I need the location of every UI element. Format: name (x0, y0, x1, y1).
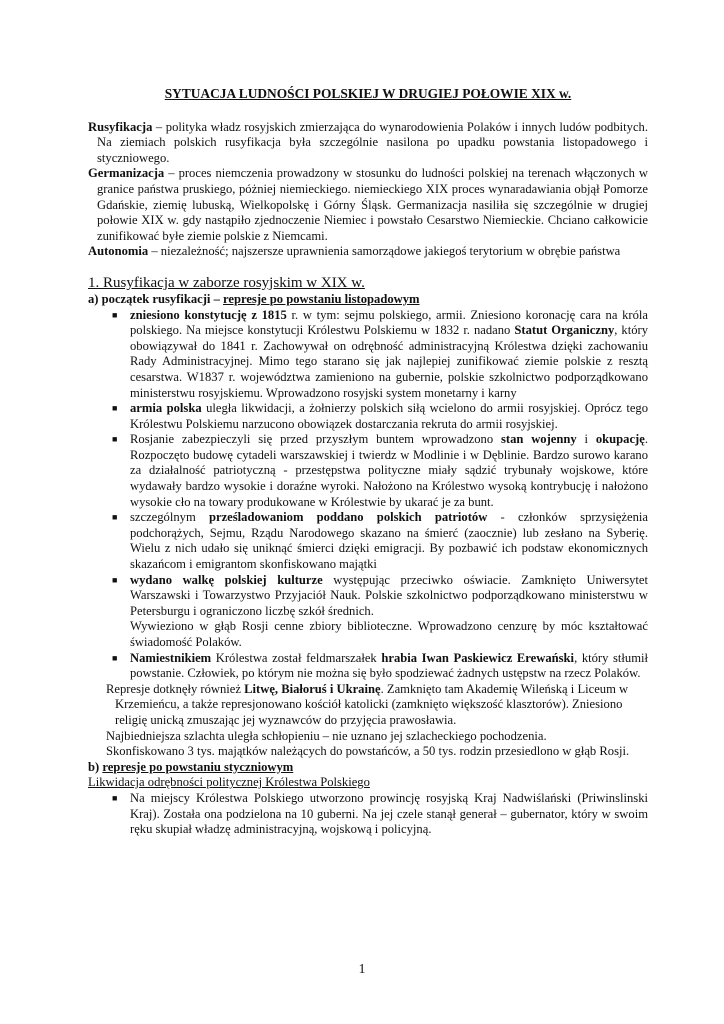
page-title: SYTUACJA LUDNOŚCI POLSKIEJ W DRUGIEJ POŁOWIE XIX w. (164, 86, 572, 101)
subsection-b-heading (88, 760, 648, 776)
subsection-a-label: a) początek rusyfikacji – (88, 291, 224, 306)
bullet-icon: ■ (112, 512, 118, 523)
subsection-b-line: Likwidacja odrębności politycznej Królestwa Polskiego (88, 775, 370, 790)
item-text: Na miejscy Królestwa Polskiego utworzono prowincję rosyjską Kraj Nadwiślański (Priwinslinski Kraj). Została ona podzielona na 10 guberni. Na jej czele stanął generał – gubernator, który w swoim ręku skupiał władzę administracyjną, wojskową i policyjną. (130, 790, 648, 837)
para-text: Najbiedniejsza szlachta uległa schłopieniu – nie uznano jej szlacheckiego pochodzenia. (106, 728, 547, 743)
definition-germanizacja (88, 166, 648, 244)
item-text: uległa likwidacji, a żołnierzy polskich siłą wcielono do armii rosyjskiej. Oprócz tego Królestwu Polskiemu narzucono obowiązek dostarczania rekruta do armii rosyjskiej. (130, 401, 648, 431)
definition-text: – proces niemczenia prowadzony w stosunku do ludności polskiej na terenach włączonych w granice państwa pruskiego, póżniej niemieckiego. niemieckiego XIX proces wynaradawiania objął Pomorze Gdańskie, ziemię lubuską, Wielkopolskę i Górny Śląsk. Germanizacja nasiliła się szczególnie w drugiej połowie XIX w. gdy nastąpiło zjednoczenie Niemiec i powstało Cesarstwo Niemieckie. Chciano całkowicie zunifikować byłe ziemie polskie z Niemcami. (97, 166, 648, 243)
definition-term: Rusyfikacja (88, 119, 153, 134)
item-text: - członków sprzysiężenia podchorążych, Sejmu, Rządu Narodowego skazano na śmierć (zaocznie) lub zesłano na Syberię. Wielu z nich udało się uniknąć śmierci dzięki emigracji. By pozbawić ich podstaw ekonomicznych skazańcom i emigrantom skonfiskowano majątki (130, 510, 648, 572)
item-text: występując przeciwko oświacie. Zamknięto Uniwersytet Warszawski i Towarzystwo Przyjaciół Nauk. Polskie szkolnictwo podporządkowano ministerstwu w Petersburgu i ograniczono liczbę szkół średnich. (130, 572, 648, 618)
item-bold: wydano walkę polskiej kulturze (130, 572, 323, 587)
item-bold: Namiestnikiem (130, 650, 212, 665)
list-item (88, 401, 648, 432)
list-item (88, 791, 648, 838)
bullet-icon: ■ (112, 434, 118, 445)
subsection-b-underlined: represje po powstaniu styczniowym (102, 759, 294, 774)
list-item (88, 510, 648, 572)
item-text: , który stłumił powstanie. Człowiek, po którym nie można się było spodziewać żadnych ustępstw na rzecz Polaków. (130, 650, 648, 681)
bullet-icon: ■ (112, 574, 118, 585)
subsection-a-underlined: represje po powstaniu listopadowym (223, 291, 420, 306)
item-bold: stan wojenny (500, 432, 577, 447)
bullet-icon: ■ (112, 309, 118, 320)
page-number: 1 (358, 962, 366, 977)
item-text-continued: Wywieziono w głąb Rosji cenne zbiory biblioteczne. Wprowadzono cenzurę by móc kształtować świadomość Polaków. (130, 619, 648, 649)
item-bold: Statut Organiczny (514, 323, 615, 338)
definition-text: – polityka władz rosyjskich zmierzająca do wynarodowienia Polaków i innych ludów podbitych. Na ziemiach polskich rusyfikacja była szczególnie nasilona po upadku powstania listopadowego i styczniowego. (97, 119, 648, 165)
definition-autonomia (88, 244, 648, 260)
item-text: i (576, 432, 596, 447)
bullet-icon: ■ (112, 403, 118, 414)
bullet-icon: ■ (112, 792, 118, 803)
list-item (88, 432, 648, 510)
item-text: Królestwa został feldmarszałek (211, 650, 382, 665)
subsection-b-label: b) (88, 759, 103, 774)
item-bold: hrabia Iwan Paskiewicz Erewański (381, 650, 575, 665)
definition-term: Germanizacja (88, 166, 165, 181)
para-text: Represje dotknęły również (106, 681, 245, 696)
list-a (88, 308, 648, 682)
para-text: Skonfiskowano 3 tys. majątków należących do powstańców, a 50 tys. rodzin przesiedlono w głąb Rosji. (106, 744, 630, 759)
list-b (88, 791, 648, 838)
item-bold: armia polska (130, 401, 202, 416)
item-bold: zniesiono konstytucję z 1815 (130, 307, 287, 322)
item-text: , który obowiązywał do 1841 r. Zachowywał on odrębność administracyjną Królestwa dzięki zachowaniu Rady Administracyjnej. Mimo tego starano się jak najlepiej zunifikować ziemie polskie z resztą cesarstwa. W1837 r. województwa zamieniono na gubernie, polskie szkolnictwo podporządkowano ministerstwu rosyjskiemu. Wprowadzono rosyjski system monetarny i karny (130, 323, 649, 400)
list-item (88, 308, 648, 402)
bullet-icon: ■ (112, 652, 118, 663)
item-text: r. w tym: sejmu polskiego, armii. Zniesiono koronację cara na króla polskiego. Na miejsce konstytucji Królestwu Polskiemu w 1832 r. nadano (130, 307, 649, 338)
para-bold: Litwę, Białoruś i Ukrainę (244, 681, 381, 696)
list-item (88, 573, 648, 651)
item-text: szczególnym (130, 510, 209, 525)
item-bold: okupację (595, 432, 645, 447)
item-bold: prześladowaniom poddano polskich patriotów (208, 510, 488, 525)
para-text: . Zamknięto tam Akademię Wileńską i Liceum w Krzemieńcu, a także represjonowano kościół katolicki (zamknięto większość klasztorów). Zniesiono religię unicką zmuszając jej wyznawców do przyjęcia prawosławia. (115, 681, 629, 727)
definition-rusyfikacja (88, 120, 648, 167)
list-item (88, 651, 648, 682)
represje-paragraph (88, 682, 648, 760)
item-text: . Rozpoczęto budowę cytadeli warszawskiej i twierdz w Modlinie i w Dęblinie. Bardzo surowo karano za działalność patriotyczną - przestępstwa polityczne miały sądzić trybunały wojskowe, które wydawały bardzo wysokie i doraźne wyroki. Nałożono na Królestwo wysoką kontrybucję i nałożono wysokie cło na towary produkowane w Królestwie by ukarać je za bunt. (130, 432, 648, 509)
definition-text: – niezależność; najszersze uprawnienia samorządowe jakiegoś terytorium w obrębie państwa (148, 244, 621, 259)
item-text: Rosjanie zabezpieczyli się przed przyszłym buntem wprowadzono (130, 432, 501, 447)
definition-term: Autonomia (88, 244, 149, 259)
document-page (88, 86, 648, 838)
subsection-a-heading (88, 292, 648, 308)
section-heading: 1. Rusyfikacja w zaborze rosyjskim w XIX w. (88, 274, 365, 291)
